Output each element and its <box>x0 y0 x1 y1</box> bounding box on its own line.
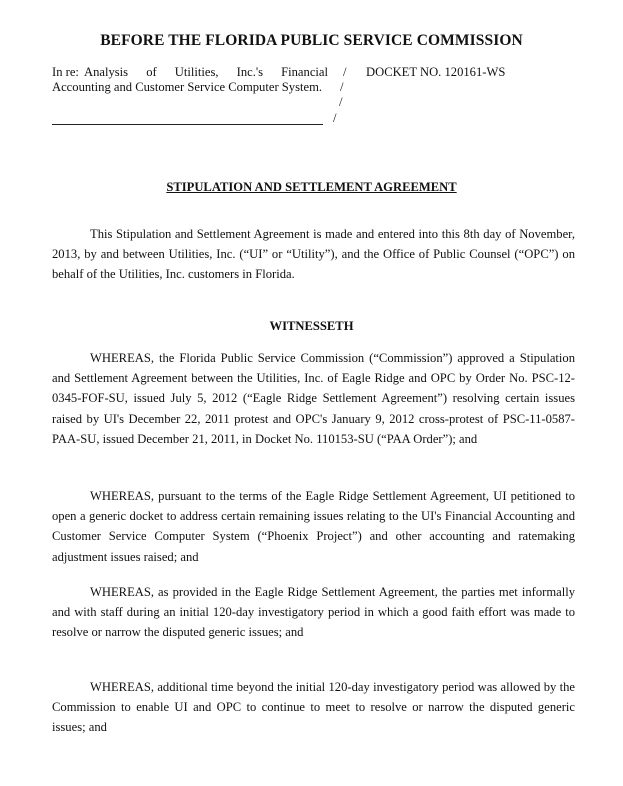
caption-slash: / <box>340 80 344 94</box>
recital-paragraph: WHEREAS, pursuant to the terms of the Eagle Ridge Settlement Agreement, UI petitioned to open a generic docket to address certain remaining issues relating to the UI's Financial Accounting and Customer Service Computer System (“Phoenix Project”) and other accounting and ratemaking adjustment issues raised; and <box>52 489 575 564</box>
caption-slash: / <box>333 111 337 125</box>
commission-heading: BEFORE THE FLORIDA PUBLIC SERVICE COMMISSION <box>100 32 523 49</box>
recital-paragraph: WHEREAS, as provided in the Eagle Ridge Settlement Agreement, the parties met informally and with staff during an initial 120-day investigatory period in which a good faith effort was made to resolve or narrow the disputed generic issues; and <box>52 585 575 640</box>
case-caption <box>52 65 328 95</box>
agreement-title: STIPULATION AND SETTLEMENT AGREEMENT <box>166 180 457 194</box>
intro-paragraph: This Stipulation and Settlement Agreement is made and entered into this 8th day of November, 2013, by and between Utilities, Inc. (“UI” or “Utility”), and the Office of Public Counsel (“OPC”) on behalf of the Utilities, Inc. customers in Florida. <box>52 227 575 282</box>
caption-slash: / <box>343 65 347 79</box>
caption-underline <box>52 124 323 125</box>
case-matter: Analysis of Utilities, Inc.'s Financial Accounting and Customer Service Computer System. <box>52 65 328 94</box>
caption-slash: / <box>339 95 343 109</box>
recital-paragraph: WHEREAS, additional time beyond the initial 120-day investigatory period was allowed by the Commission to enable UI and OPC to continue to meet to resolve or narrow the disputed generic issues; and <box>52 680 575 735</box>
docket-number: DOCKET NO. 120161-WS <box>366 65 506 79</box>
in-re-label: In re: <box>52 65 79 79</box>
witnesseth-heading: WITNESSETH <box>269 319 354 333</box>
recital-paragraph: WHEREAS, the Florida Public Service Commission (“Commission”) approved a Stipulation and Settlement Agreement between the Utilities, Inc. of Eagle Ridge and OPC by Order No. PSC-12-0345-FOF-SU, issued July 5, 2012 (“Eagle Ridge Settlement Agreement”) resolving certain issues raised by UI's December 22, 2011 protest and OPC's January 9, 2012 cross-protest of PSC-11-0587-PAA-SU, issued December 21, 2011, in Docket No. 110153-SU (“PAA Order”); and <box>52 351 575 446</box>
